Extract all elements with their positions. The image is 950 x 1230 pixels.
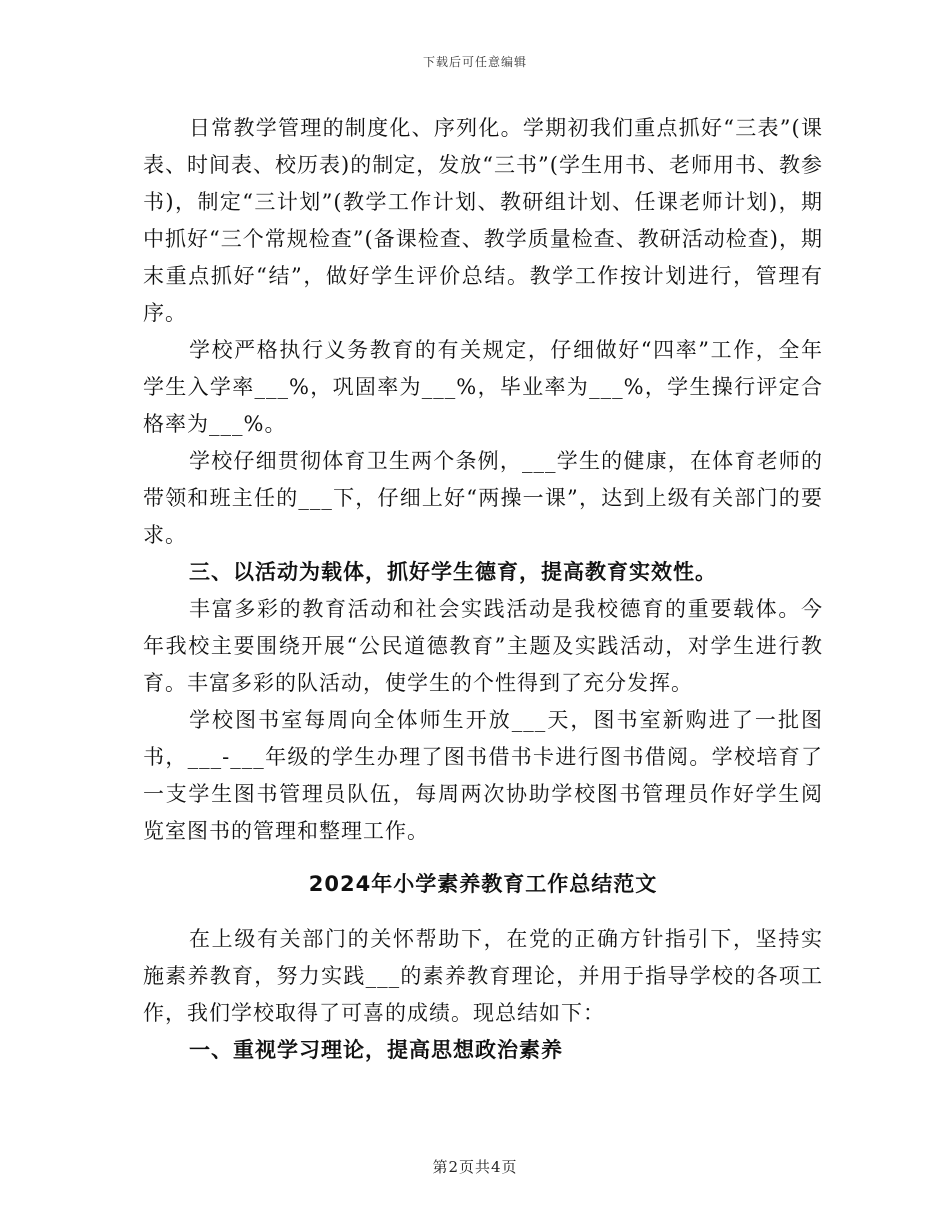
section-heading-three: 三、以活动为载体，抓好学生德育，提高教育实效性。 (189, 560, 717, 584)
paragraph-four-rates: 学校严格执行义务教育的有关规定，仔细做好“四率”工作，全年学生入学率___%，巩固率为___%，毕业率为___%，学生操行评定合格率为___%。 (143, 338, 823, 436)
paragraph-library: 学校图书室每周向全体师生开放___天，图书室新购进了一批图书，___-___年级的学生办理了图书借书卡进行图书借阅。学校培育了一支学生图书管理员队伍，每周两次协助学校图书管理员作好学生阅览室图书的管理和整理工作。 (143, 708, 823, 843)
page-header-note: 下载后可任意编辑 (422, 55, 527, 69)
paragraph-teaching-management: 日常教学管理的制度化、序列化。学期初我们重点抓好“三表”(课表、时间表、校历表)的制定，发放“三书”(学生用书、老师用书、教参书)，制定“三计划”(教学工作计划、教研组计划、任课老师计划)，期中抓好“三个常规检查”(备课检查、教学质量检查、教研活动检查)，期末重点抓好“结”，做好学生评价总结。教学工作按计划进行，管理有序。 (143, 116, 823, 325)
section-heading-one: 一、重视学习理论，提高思想政治素养 (189, 1038, 563, 1062)
paragraph-intro: 在上级有关部门的关怀帮助下，在党的正确方针指引下，坚持实施素养教育，努力实践___的素养教育理论，并用于指导学校的各项工作，我们学校取得了可喜的成绩。现总结如下： (143, 927, 823, 1025)
page-number-footer: 第2页共4页 (432, 1158, 518, 1176)
paragraph-activities: 丰富多彩的教育活动和社会实践活动是我校德育的重要载体。今年我校主要围绕开展“公民道德教育”主题及实践活动，对学生进行教育。丰富多彩的队活动，使学生的个性得到了充分发挥。 (143, 597, 823, 695)
document-body (143, 110, 823, 1069)
paragraph-sports-health: 学校仔细贯彻体育卫生两个条例，___学生的健康，在体育老师的带领和班主任的___下，仔细上好“两操一课”，达到上级有关部门的要求。 (143, 449, 823, 547)
document-title: 2024年小学素养教育工作总结范文 (308, 872, 658, 896)
